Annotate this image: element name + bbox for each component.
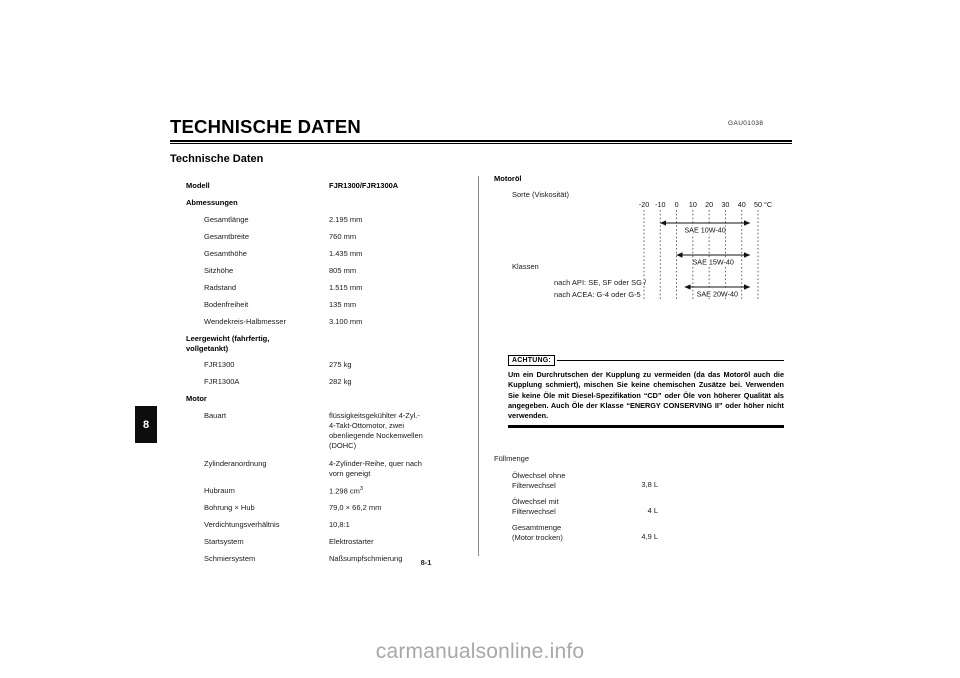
spec-value: 1.515 mm [329,283,363,293]
spec-label: Startsystem [204,537,244,547]
oil-viscosity-chart [636,197,776,309]
spec-value-line: 10,8:1 [329,520,350,530]
spec-label: FJR1300A [204,377,240,387]
spec-label: Wendekreis-Halbmesser [204,317,286,327]
spec-rows-engine [186,411,464,564]
spec-value: 2.195 mm [329,215,363,225]
spec-label: Modell [186,181,210,190]
spec-label: Verdichtungsverhältnis [204,520,280,530]
spec-label: Bodenfreiheit [204,300,249,310]
spec-value [329,537,464,547]
page-number: 8-1 [420,558,432,567]
section-title: Technische Daten [170,153,264,165]
capacity-label [512,523,598,542]
chart-series-label: SAE 15W-40 [692,257,734,267]
superscript: 3 [359,485,363,492]
spec-value-line: Naßsumpfschmierung [329,554,403,564]
spec-row [186,459,464,479]
spec-rows-dimensions [186,215,464,327]
viscosity-chart-svg [636,197,776,309]
caution-header-rule [557,360,784,361]
capacity-label-line: Ölwechsel ohne [512,471,566,481]
header-divider [170,140,792,144]
caution-bottom-rule [508,425,784,428]
spec-row [186,520,464,530]
spec-value [329,360,464,370]
spec-value [329,520,464,530]
spec-value: 3.100 mm [329,317,363,327]
caution-label: ACHTUNG: [508,355,555,366]
spec-row [186,249,464,259]
document-code: GAU01038 [728,120,764,127]
specs-left-column [186,174,464,564]
spec-row [186,503,464,513]
spec-label: Schmiersystem [204,554,256,564]
spec-label: Sitzhöhe [204,266,234,276]
spec-value-line: 4-Takt-Ottomotor, zwei [329,421,405,431]
watermark: carmanualsonline.info [375,640,585,663]
spec-value [329,411,464,451]
spec-row [186,486,464,497]
spec-row [186,317,464,327]
capacity-label-line: Filterwechsel [512,506,556,516]
capacity-value: 3,8 L [641,480,658,490]
chart-range-bars [660,223,750,298]
spec-group-engine: Motor [186,394,207,404]
spec-value-line: vorn geneigt [329,468,371,478]
spec-row [186,215,464,225]
capacity-label-line: (Motor trocken) [512,533,563,543]
spec-value-line: (DOHC) [329,441,357,451]
spec-row [186,377,464,387]
spec-value [329,503,464,513]
spec-value-line: flüssigkeitsgekühlter 4-Zyl.- [329,411,420,421]
spec-rows-capacity [494,471,794,543]
spec-value-line: 275 kg [329,360,352,370]
spec-value-line: obenliegende Nockenwellen [329,431,423,441]
spec-label: Zylinderanordnung [204,458,267,468]
spec-group-capacity: Füllmenge [494,454,530,463]
spec-value-line: 1.298 $cm^3$ [329,485,363,496]
chart-tick-label: 20 [705,200,714,209]
chart-tick-labels [639,200,762,209]
spec-group-weight-line1: Leergewicht (fahrfertig, [186,334,270,344]
capacity-row [494,497,794,516]
spec-label: Gesamtlänge [204,215,249,225]
spec-label: Gesamthöhe [204,249,247,259]
spec-row [186,411,464,451]
spec-value-line: Elektrostarter [329,537,374,547]
chart-tick-label: 40 [737,200,746,209]
spec-group-dimensions: Abmessungen [186,198,238,208]
caution-header [508,355,784,366]
capacity-label-line: Ölwechsel mit [512,497,559,507]
chapter-tab: 8 [135,406,157,443]
chart-tick-label: 0 [674,200,679,209]
capacity-value: 4,9 L [641,532,658,542]
spec-group-engine-oil: Motoröl [494,174,522,183]
spec-value: 1.435 mm [329,249,363,259]
chart-tick-label: 50 [754,200,762,209]
chart-tick-label: 30 [721,200,730,209]
spec-label: Bohrung × Hub [204,503,255,513]
capacity-row [494,523,794,542]
spec-row [186,360,464,370]
spec-row [186,232,464,242]
spec-row-model [186,181,464,191]
spec-label: FJR1300 [204,360,235,370]
spec-row [186,537,464,547]
page-title: TECHNISCHE DATEN [170,116,361,137]
spec-row [186,266,464,276]
capacity-value: 4 L [647,506,658,516]
spec-value [329,459,464,479]
spec-value [329,377,464,387]
spec-row [186,283,464,293]
spec-value: 805 mm [329,266,357,276]
spec-value-line: 282 kg [329,377,352,387]
classes-line-2: nach ACEA: G-4 oder G-5 [554,289,641,299]
column-divider [478,176,479,556]
chart-series-label: SAE 20W-40 [696,289,738,299]
spec-row [186,300,464,310]
viscosity-label: Sorte (Viskosität) [512,190,569,200]
spec-label: Gesamtbreite [204,232,250,242]
spec-value-line: 4-Zylinder-Reihe, quer nach [329,458,422,468]
chart-tick-label: -20 [638,200,650,209]
capacity-label-line: Gesamtmenge [512,523,562,533]
capacity-label-line: Filterwechsel [512,480,556,490]
chart-series-label: SAE 10W-40 [684,225,726,235]
capacity-row [494,471,794,490]
spec-label: Bauart [204,411,227,421]
spec-rows-weight [186,360,464,387]
caution-box [508,355,784,428]
spec-label: Radstand [204,283,237,293]
chart-unit-label: °C [764,200,773,209]
chart-tick-label: 10 [688,200,697,209]
spec-value-line: 79,0 × 66,2 mm [329,503,382,513]
spec-value: 760 mm [329,232,357,242]
capacity-label [512,471,598,490]
classes-label: Klassen [512,262,539,272]
spec-value: FJR1300/FJR1300A [329,181,399,190]
spec-label: Hubraum [204,485,235,495]
classes-line-1: nach API: SE, SF oder SG / [554,278,647,288]
chart-tick-label: -10 [655,200,666,209]
spec-value: 135 mm [329,300,357,310]
spec-value [329,486,464,497]
capacity-section [494,454,794,543]
capacity-label [512,497,598,516]
caution-text: Um ein Durchrutschen der Kupplung zu vermeiden (da das Motoröl auch die Kupplung schmiert), mischen Sie keine chemischen Zusätze bei. Verwenden Sie keine Öle mit Diesel-Spezifikation “CD” oder Öle von höherer Qualität als angegeben. Auch Öle der Klasse “ENERGY CONSERVING II” oder höher nicht verwenden. [508,370,784,421]
spec-group-weight-line2: vollgetankt) [186,343,229,353]
spec-group-weight [186,334,464,353]
